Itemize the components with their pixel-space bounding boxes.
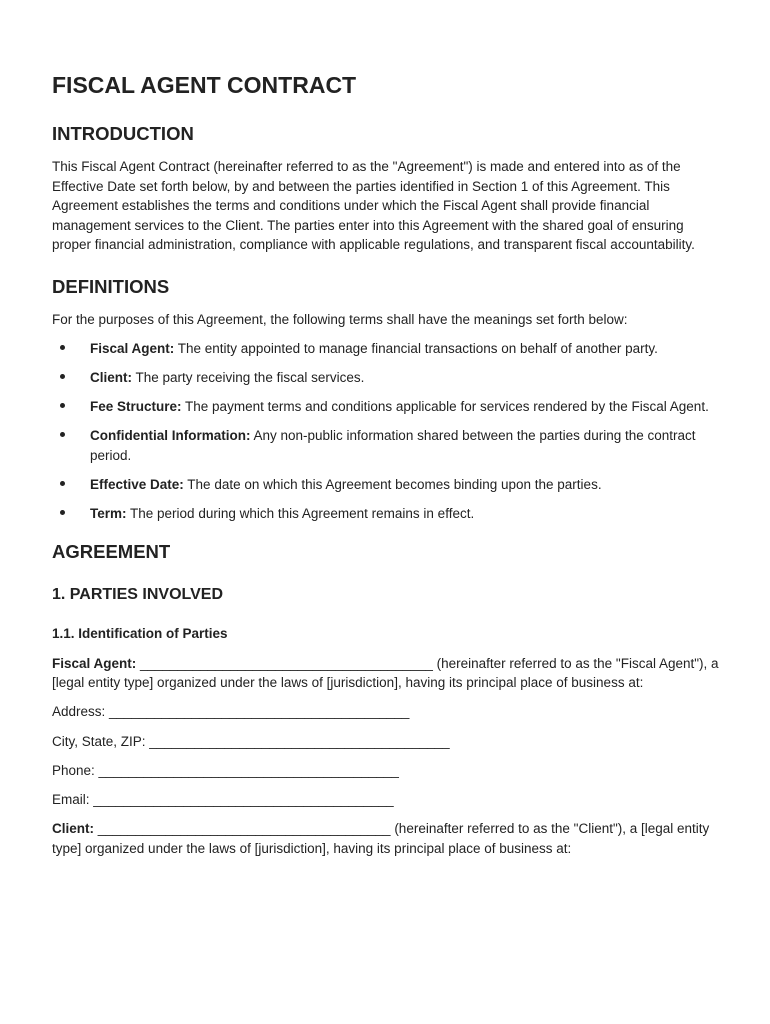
fiscal-agent-text: _______________________________________ (hereinafter referred to as the "Fiscal Agent"), a [legal entity type] organized under the laws of [jurisdiction], having its principal place of business at: — [52, 655, 719, 691]
introduction-paragraph: This Fiscal Agent Contract (hereinafter referred to as the "Agreement") is made and entered into as of the Effective Date set forth below, by and between the parties identified in Section 1 of this Agreement. This Agreement establishes the terms and conditions under which the Fiscal Agent shall provide financial management services to the Client. The parties enter into this Agreement with the shared goal of ensuring proper financial administration, compliance with applicable regulations, and transparent fiscal accountability. — [52, 159, 695, 253]
address-field — [52, 702, 722, 722]
field-blank: ________________________________________ — [93, 792, 394, 808]
field-label: City, State, ZIP: — [52, 733, 150, 749]
bullet-icon — [60, 374, 65, 379]
agreement-heading: AGREEMENT — [52, 540, 171, 562]
bullet-icon — [60, 345, 65, 350]
list-item — [52, 397, 722, 417]
field-label: Email: — [52, 792, 94, 808]
fiscal-agent-label: Fiscal Agent: — [52, 655, 137, 671]
phone-field — [52, 761, 722, 781]
bullet-icon — [60, 403, 65, 408]
fiscal-agent-paragraph — [52, 654, 722, 693]
bullet-icon — [60, 481, 65, 486]
definition-text: The payment terms and conditions applicable for services rendered by the Fiscal Agent. — [181, 398, 709, 414]
city-state-zip-field — [52, 732, 722, 752]
client-label: Client: — [52, 821, 94, 837]
client-paragraph — [52, 819, 722, 858]
list-item — [52, 504, 722, 524]
identification-heading: 1.1. Identification of Parties — [52, 625, 228, 641]
field-blank: ________________________________________ — [98, 762, 399, 778]
definition-text: The party receiving the fiscal services. — [132, 369, 365, 385]
definition-term: Fee Structure: — [90, 398, 182, 414]
introduction-heading: INTRODUCTION — [52, 123, 194, 144]
definition-text: The entity appointed to manage financial transactions on behalf of another party. — [174, 340, 658, 356]
list-item — [52, 426, 722, 465]
definition-term: Term: — [90, 506, 127, 522]
document-title: FISCAL AGENT CONTRACT — [52, 72, 357, 98]
list-item — [52, 339, 722, 359]
definitions-list — [52, 339, 722, 524]
client-text: _______________________________________ (hereinafter referred to as the "Client"), a [legal entity type] organized under the laws of [jurisdiction], having its principal place of business at: — [52, 821, 710, 856]
definitions-intro: For the purposes of this Agreement, the following terms shall have the meanings set forth below: — [52, 311, 628, 327]
field-label: Phone: — [52, 762, 99, 778]
bullet-icon — [60, 432, 65, 437]
bullet-icon — [60, 510, 65, 515]
definition-term: Client: — [90, 369, 132, 385]
field-blank: ________________________________________ — [109, 704, 410, 720]
list-item — [52, 368, 722, 388]
field-label: Address: — [52, 704, 110, 720]
definition-text: Any non-public information shared between the parties during the contract period. — [90, 428, 696, 463]
definition-term: Effective Date: — [90, 476, 184, 492]
definition-text: The date on which this Agreement becomes binding upon the parties. — [183, 476, 602, 492]
list-item — [52, 475, 722, 495]
definitions-heading: DEFINITIONS — [52, 275, 170, 297]
definition-term: Confidential Information: — [90, 428, 251, 444]
definition-text: The period during which this Agreement remains in effect. — [126, 506, 475, 522]
document-body — [52, 70, 722, 858]
definition-term: Fiscal Agent: — [90, 340, 175, 356]
field-blank: ________________________________________ — [149, 733, 450, 749]
email-field — [52, 790, 722, 810]
parties-involved-heading: 1. PARTIES INVOLVED — [52, 585, 223, 603]
